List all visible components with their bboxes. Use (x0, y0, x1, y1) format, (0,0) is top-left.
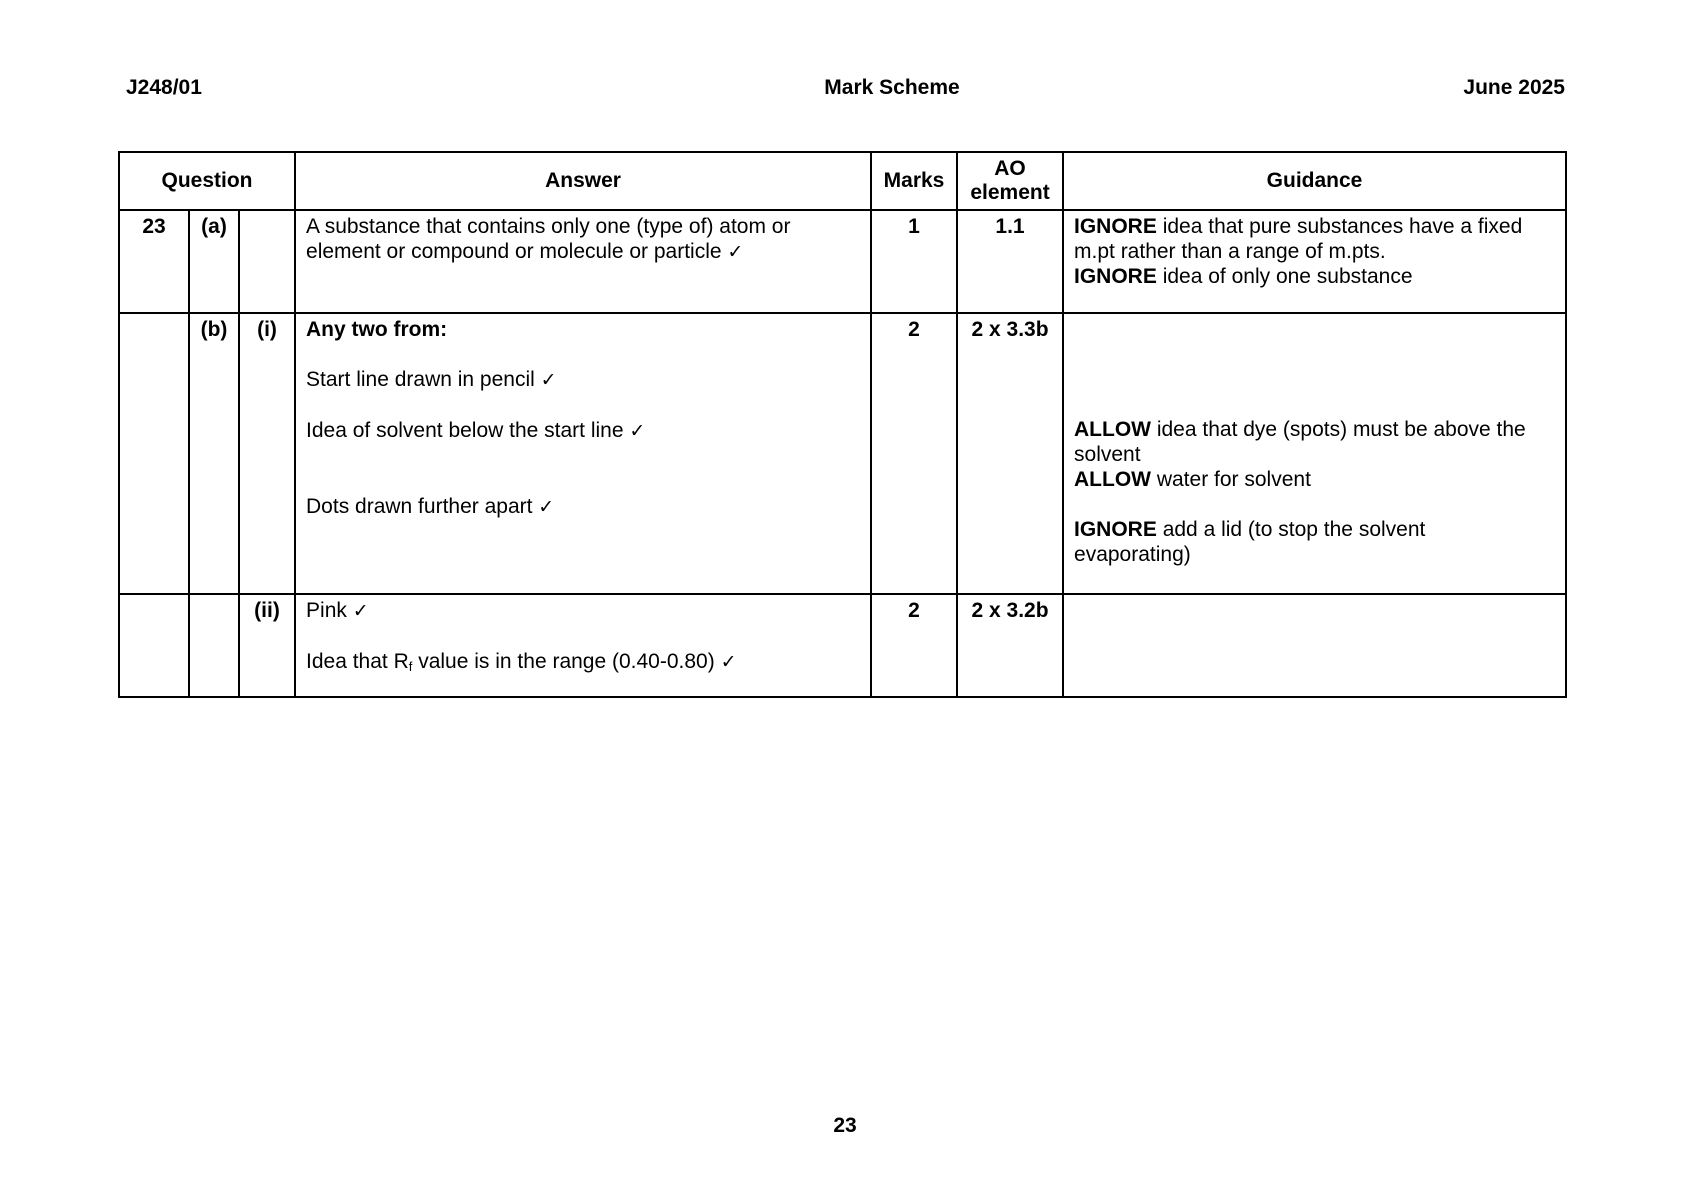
question-subpart (239, 210, 295, 313)
guidance-keyword: IGNORE (1074, 518, 1157, 541)
guidance-keyword: ALLOW (1074, 468, 1151, 491)
answer-point: Idea that $R_f$ value is in the range (0.40-0.80) ✓ (306, 650, 737, 674)
answer-cell (295, 313, 871, 594)
answer-point: Start line drawn in pencil ✓ (306, 368, 557, 391)
header-row (119, 152, 1566, 210)
ao-cell: 2 x 3.2b (957, 594, 1063, 697)
tick-icon: ✓ (540, 369, 557, 391)
answer-header: Answer (295, 152, 871, 210)
ao-element-header (957, 152, 1063, 210)
tick-icon: ✓ (727, 241, 744, 263)
tick-icon: ✓ (352, 600, 369, 622)
document-date: June 2025 (1463, 76, 1565, 99)
page-number: 23 (833, 1114, 857, 1137)
guidance-keyword: IGNORE (1074, 215, 1157, 238)
answer-line: A substance that contains only one (type of) atom or (306, 215, 791, 238)
question-subpart: (ii) (239, 594, 295, 697)
question-subpart: (i) (239, 313, 295, 594)
guidance-cell (1063, 594, 1566, 697)
tick-icon: ✓ (629, 420, 646, 442)
ao-header-line1: AO (994, 157, 1026, 180)
guidance-keyword: IGNORE (1074, 265, 1157, 288)
ao-cell: 2 x 3.3b (957, 313, 1063, 594)
guidance-keyword: ALLOW (1074, 418, 1151, 441)
question-part: (b) (189, 313, 239, 594)
mark-scheme-table (118, 151, 1567, 698)
marks-cell: 2 (871, 313, 957, 594)
ao-cell: 1.1 (957, 210, 1063, 313)
answer-cell (295, 210, 871, 313)
table-row-23a (119, 210, 1566, 313)
guidance-header: Guidance (1063, 152, 1566, 210)
answer-line: element or compound or molecule or particle ✓ (306, 240, 744, 263)
table-row-23b-i (119, 313, 1566, 594)
answer-point: Idea of solvent below the start line ✓ (306, 419, 646, 442)
answer-heading: Any two from: (306, 318, 448, 341)
ao-header-line2: element (970, 181, 1050, 204)
question-header: Question (119, 152, 295, 210)
document-title: Mark Scheme (824, 76, 960, 99)
marks-cell: 1 (871, 210, 957, 313)
marks-cell: 2 (871, 594, 957, 697)
question-number: 23 (119, 210, 189, 313)
answer-point: Dots drawn further apart ✓ (306, 495, 555, 518)
tick-icon: ✓ (538, 496, 555, 518)
answer-cell (295, 594, 871, 697)
document-code: J248/01 (126, 76, 202, 99)
marks-header: Marks (871, 152, 957, 210)
answer-point: Pink ✓ (306, 599, 369, 622)
table-row-23b-ii (119, 594, 1566, 697)
tick-icon: ✓ (720, 651, 737, 673)
guidance-cell: ALLOW idea that dye (spots) must be above the solvent ALLOW water for solvent IGNORE add a lid (to stop the solvent evaporating) (1063, 313, 1566, 594)
question-part: (a) (189, 210, 239, 313)
guidance-cell: IGNORE idea that pure substances have a fixed m.pt rather than a range of m.pts. IGNORE idea of only one substance (1063, 210, 1566, 313)
